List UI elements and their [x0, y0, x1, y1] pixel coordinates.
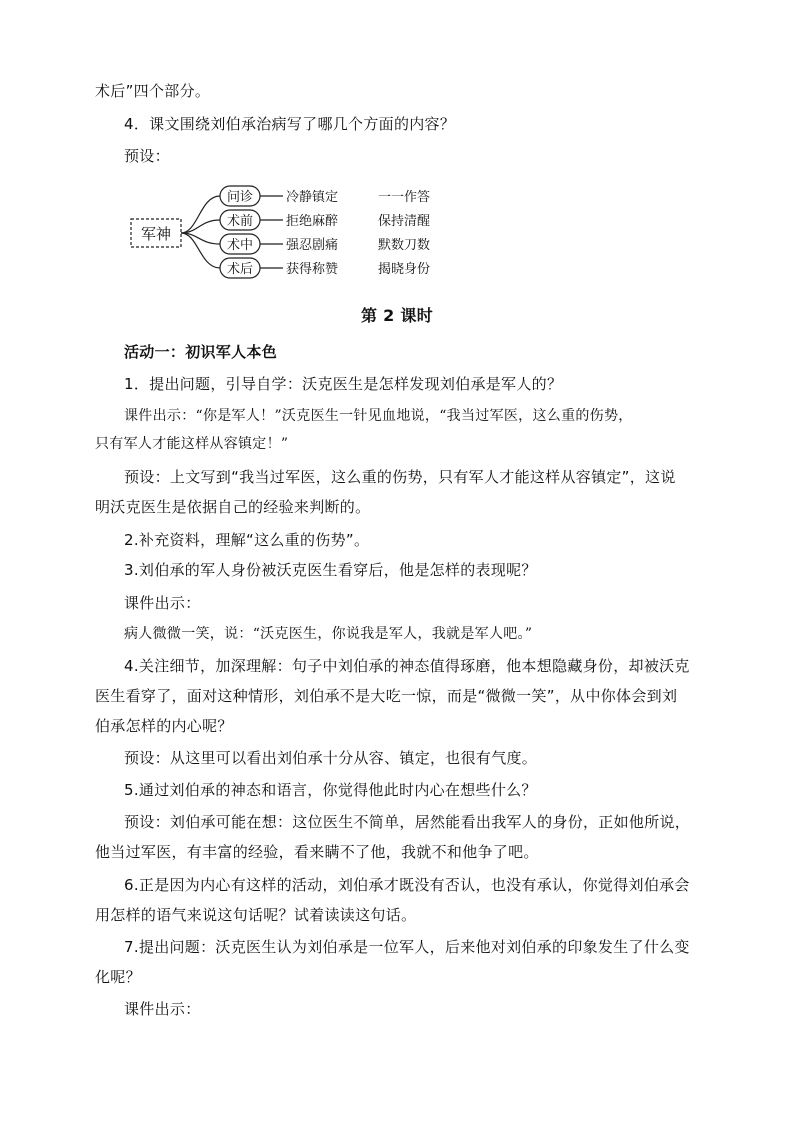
branch-label: 术前	[226, 214, 254, 229]
slide-quote-line: 课件出示：“你是军人！”沃克医生一针见血地说，“我当过军医，这么重的伤势，	[124, 408, 633, 424]
preset-answer-line: 预设：刘伯承可能在想：这位医生不简单，居然能看出我军人的身份，正如他所说，	[124, 813, 691, 831]
branch-connector	[181, 196, 220, 233]
question-4: 4．课文围绕刘伯承治病写了哪几个方面的内容？	[124, 115, 456, 133]
preset-answer-line: 预设：上文写到“我当过军医，这么重的伤势，只有军人才能这样从容镇定”，这说	[124, 468, 676, 486]
root-label: 军神	[140, 225, 172, 243]
branch-text-2: 揭晓身份	[378, 262, 431, 277]
preset-label: 预设：	[124, 147, 170, 165]
item-7-line: 7.提出问题：沃克医生认为刘伯承是一位军人，后来他对刘伯承的印象发生了什么变	[124, 938, 690, 956]
branch-connector	[181, 233, 220, 268]
preset-answer-line: 预设：从这里可以看出刘伯承十分从容、镇定，也很有气度。	[124, 749, 538, 767]
lesson-title: 第 2 课时	[360, 306, 434, 325]
slide-label: 课件出示：	[124, 1000, 201, 1018]
branch-text-2: 一一作答	[378, 190, 431, 205]
slide-quote-line: 只有军人才能这样从容镇定！”	[95, 436, 289, 452]
slide-quote-line: 病人微微一笑，说：“沃克医生，你说我是军人，我就是军人吧。”	[124, 626, 533, 642]
preset-answer-line: 明沃克医生是依据自己的经验来判断的。	[95, 498, 371, 516]
preset-answer-line: 他当过军医，有丰富的经验，看来瞒不了他，我就不和他争了吧。	[95, 843, 539, 861]
item-6-line: 6.正是因为内心有这样的活动，刘伯承才既没有否认，也没有承认，你觉得刘伯承会	[124, 876, 690, 894]
item-4-line: 医生看穿了，面对这种情形，刘伯承不是大吃一惊，而是“微微一笑”，从中你体会到刘	[95, 687, 678, 705]
branch-label: 术中	[226, 238, 254, 253]
branch-label: 问诊	[226, 190, 254, 205]
branch-text-2: 默数刀数	[378, 238, 431, 253]
branch-text-1: 拒绝麻醉	[286, 214, 339, 229]
question-1: 1．提出问题，引导自学：沃克医生是怎样发现刘伯承是军人的？	[124, 375, 563, 393]
activity-heading: 活动一：初识军人本色	[124, 343, 278, 361]
item-4-line: 4.关注细节，加深理解：句子中刘伯承的神态值得琢磨，他本想隐藏身份，却被沃克	[124, 657, 690, 675]
mind-map-diagram	[128, 180, 468, 285]
item-5: 5.通过刘伯承的神态和语言，你觉得他此时内心在想些什么？	[124, 781, 537, 799]
branch-text-2: 保持清醒	[378, 214, 431, 229]
branch-label: 术后	[226, 262, 254, 277]
branch-text-1: 强忍剧痛	[286, 238, 339, 253]
text-line: 术后”四个部分。	[95, 82, 211, 100]
item-2: 2.补充资料，理解“这么重的伤势”。	[124, 531, 370, 549]
branch-text-1: 冷静镇定	[286, 190, 339, 205]
item-3: 3.刘伯承的军人身份被沃克医生看穿后，他是怎样的表现呢？	[124, 561, 537, 579]
item-4-line: 伯承怎样的内心呢？	[95, 717, 233, 735]
item-6-line: 用怎样的语气来说这句话呢？试着读读这句话。	[95, 906, 417, 924]
item-7-line: 化呢？	[95, 968, 141, 986]
branch-text-1: 获得称赞	[286, 262, 339, 277]
slide-label: 课件出示：	[124, 594, 201, 612]
